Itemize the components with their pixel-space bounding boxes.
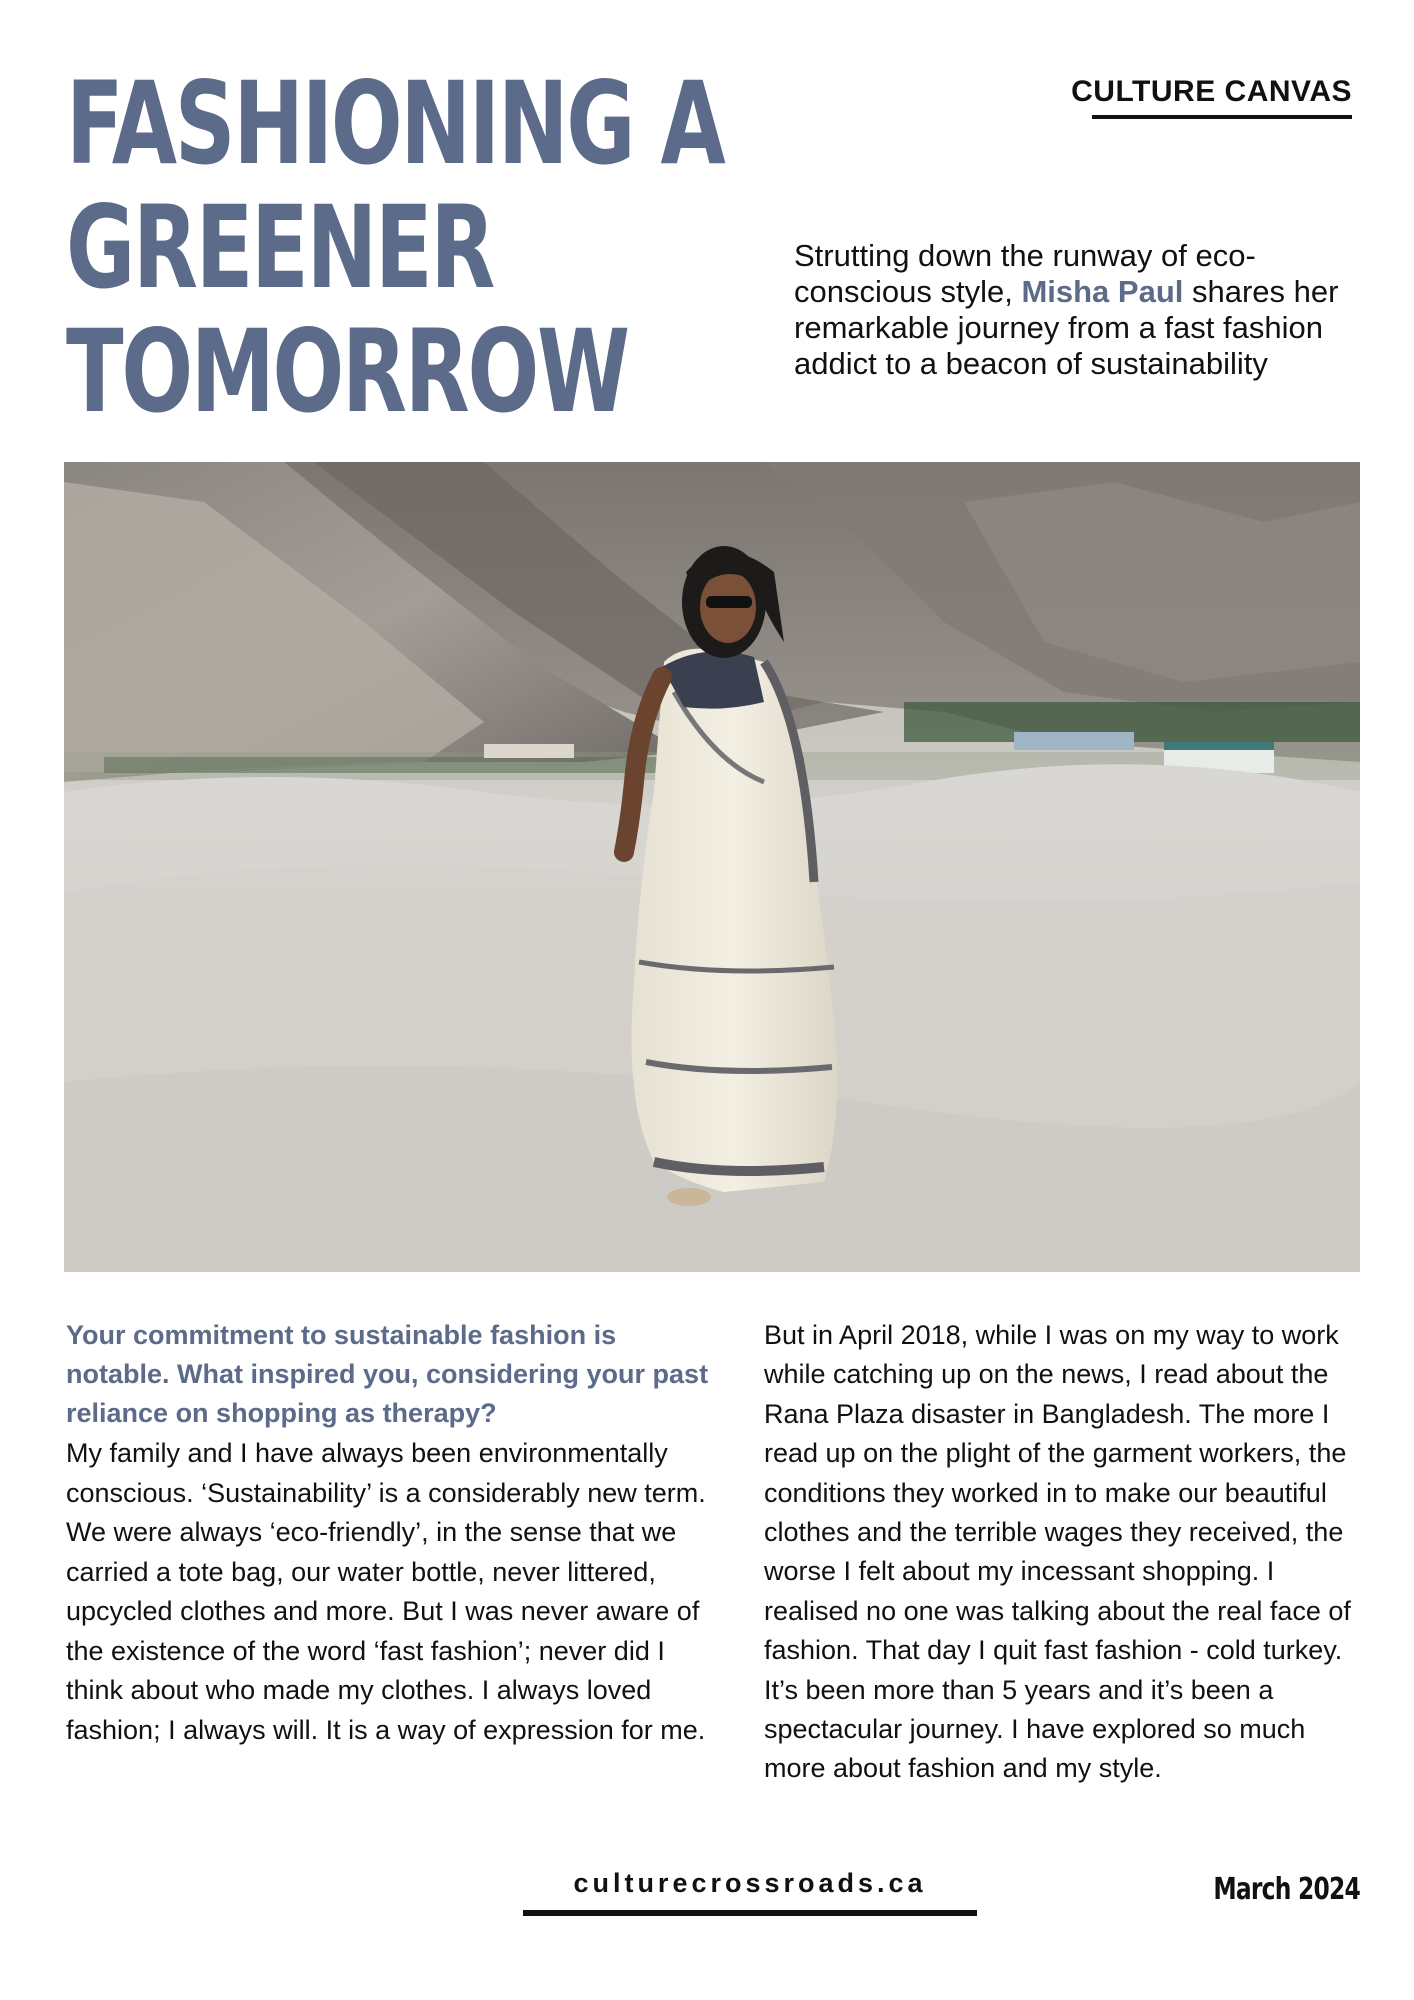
title-line-2: GREENER (66, 181, 494, 314)
interview-answer: My family and I have always been environmentally conscious. ‘Sustainability’ is a considerably new term. We were always ‘eco-friendly’, in the sense that we carried a tote bag, our water bottle, never littered, upcycled clothes and more. But I was never aware of the existence of the word ‘fast fashion’; never did I think about who made my clothes. I always loved fashion; I always will. It is a way of expression for me. (66, 1438, 706, 1745)
desert-portrait-illustration (64, 462, 1360, 1272)
title-line-3: TOMORROW (66, 305, 628, 438)
footer-underline (523, 1910, 977, 1916)
intro-text-start: Strutting down the runway of eco-conscious style, (794, 238, 1256, 309)
intro-standfirst (794, 238, 1354, 382)
interviewee-name: Misha Paul (1021, 274, 1184, 309)
section-label: CULTURE CANVAS (1071, 75, 1352, 108)
hero-photo (64, 462, 1360, 1272)
article-title (66, 57, 724, 438)
interview-question: Your commitment to sustainable fashion is notable. What inspired you, considering your past reliance on shopping as therapy? (66, 1320, 709, 1428)
section-underline (1092, 115, 1352, 119)
issue-date: March 2024 (1213, 1872, 1360, 1907)
intro-text-end: shares her remarkable journey from a fast fashion addict to a beacon of sustainability (794, 274, 1339, 381)
footer-website: culturecrossroads.ca (573, 1868, 927, 1898)
interview-answer-continued: But in April 2018, while I was on my way to work while catching up on the news, I read about the Rana Plaza disaster in Bangladesh. The more I read up on the plight of the garment workers, the conditions they worked in to make our beautiful clothes and the terrible wages they received, the worse I felt about my incessant shopping. I realised no one was talking about the real face of fashion. That day I quit fast fashion - cold turkey. It’s been more than 5 years and it’s been a spectacular journey. I have explored so much more about fashion and my style. (764, 1320, 1351, 1784)
title-line-1: FASHIONING A (66, 57, 724, 190)
